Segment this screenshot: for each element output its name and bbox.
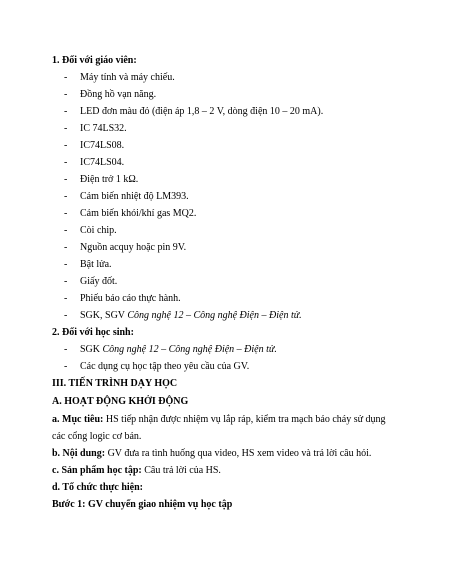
list-item-text: IC74LS08. — [80, 140, 125, 151]
list-item-text: Phiếu báo cáo thực hành. — [80, 293, 181, 304]
list-item-text: IC74LS04. — [80, 157, 125, 168]
list-dash: - — [64, 157, 68, 168]
list-item-text: Cảm biến khói/khí gas MQ2. — [80, 208, 197, 219]
product-label: c. Sản phẩm học tập: — [52, 465, 142, 476]
list-dash: - — [64, 191, 68, 202]
textbook-title: Công nghệ 12 – Công nghệ Điện – Điện tử. — [127, 310, 302, 321]
list-item-text: Đồng hồ vạn năng. — [80, 89, 157, 100]
list-dash: - — [64, 242, 68, 253]
list-item-text: Giấy đốt. — [80, 276, 118, 287]
list-dash: - — [64, 208, 68, 219]
list-dash: - — [64, 310, 68, 321]
list-item-plain: SGK, SGV — [80, 310, 128, 321]
list-dash: - — [64, 225, 68, 236]
organize-label: d. Tổ chức thực hiện: — [52, 482, 143, 493]
activity-title: A. HOẠT ĐỘNG KHỞI ĐỘNG — [52, 396, 189, 407]
list-item-text: Các dụng cụ học tập theo yêu cầu của GV. — [80, 361, 250, 372]
list-dash: - — [64, 276, 68, 287]
list-dash: - — [64, 344, 68, 355]
list-dash: - — [64, 72, 68, 83]
list-item-text: Máy tính và máy chiếu. — [80, 72, 175, 83]
list-item-text: LED đơn màu đỏ (điện áp 1,8 – 2 V, dòng điện 10 – 20 mA). — [80, 106, 324, 117]
list-dash: - — [64, 259, 68, 270]
teacher-heading: 1. Đối với giáo viên: — [52, 55, 137, 66]
list-dash: - — [64, 293, 68, 304]
list-item-text: Cảm biến nhiệt độ LM393. — [80, 191, 189, 202]
product-paragraph — [52, 465, 221, 477]
content-text: GV đưa ra tình huống qua video, HS xem video và trả lời câu hỏi. — [105, 448, 372, 459]
goal-paragraph — [52, 414, 386, 426]
content-label: b. Nội dung: — [52, 448, 106, 459]
section-title: III. TIẾN TRÌNH DẠY HỌC — [52, 378, 178, 389]
list-item-plain: SGK — [80, 344, 103, 355]
list-item-text: Điện trở 1 kΩ. — [80, 174, 139, 185]
list-dash: - — [64, 174, 68, 185]
student-heading: 2. Đối với học sinh: — [52, 327, 134, 338]
list-item-text: Còi chip. — [80, 225, 117, 236]
list-dash: - — [64, 106, 68, 117]
goal-text: HS tiếp nhận được nhiệm vụ lắp ráp, kiểm tra mạch báo cháy sử dụng — [103, 414, 386, 425]
step1-heading: Bước 1: GV chuyển giao nhiệm vụ học tập — [52, 499, 233, 510]
list-dash: - — [64, 89, 68, 100]
list-dash: - — [64, 361, 68, 372]
list-item-text — [80, 310, 302, 322]
textbook-title: Công nghệ 12 – Công nghệ Điện – Điện tử. — [102, 344, 277, 355]
goal-label: a. Mục tiêu: — [52, 414, 104, 425]
list-item-text: IC 74LS32. — [80, 123, 127, 134]
list-item-text — [80, 344, 277, 356]
list-dash: - — [64, 123, 68, 134]
list-item-text: Nguồn acquy hoặc pin 9V. — [80, 242, 187, 253]
goal-text-continued: các cổng logic cơ bản. — [52, 431, 142, 442]
product-text: Câu trả lời của HS. — [141, 465, 221, 476]
list-item-text: Bật lửa. — [80, 259, 112, 270]
content-paragraph — [52, 448, 371, 460]
list-dash: - — [64, 140, 68, 151]
